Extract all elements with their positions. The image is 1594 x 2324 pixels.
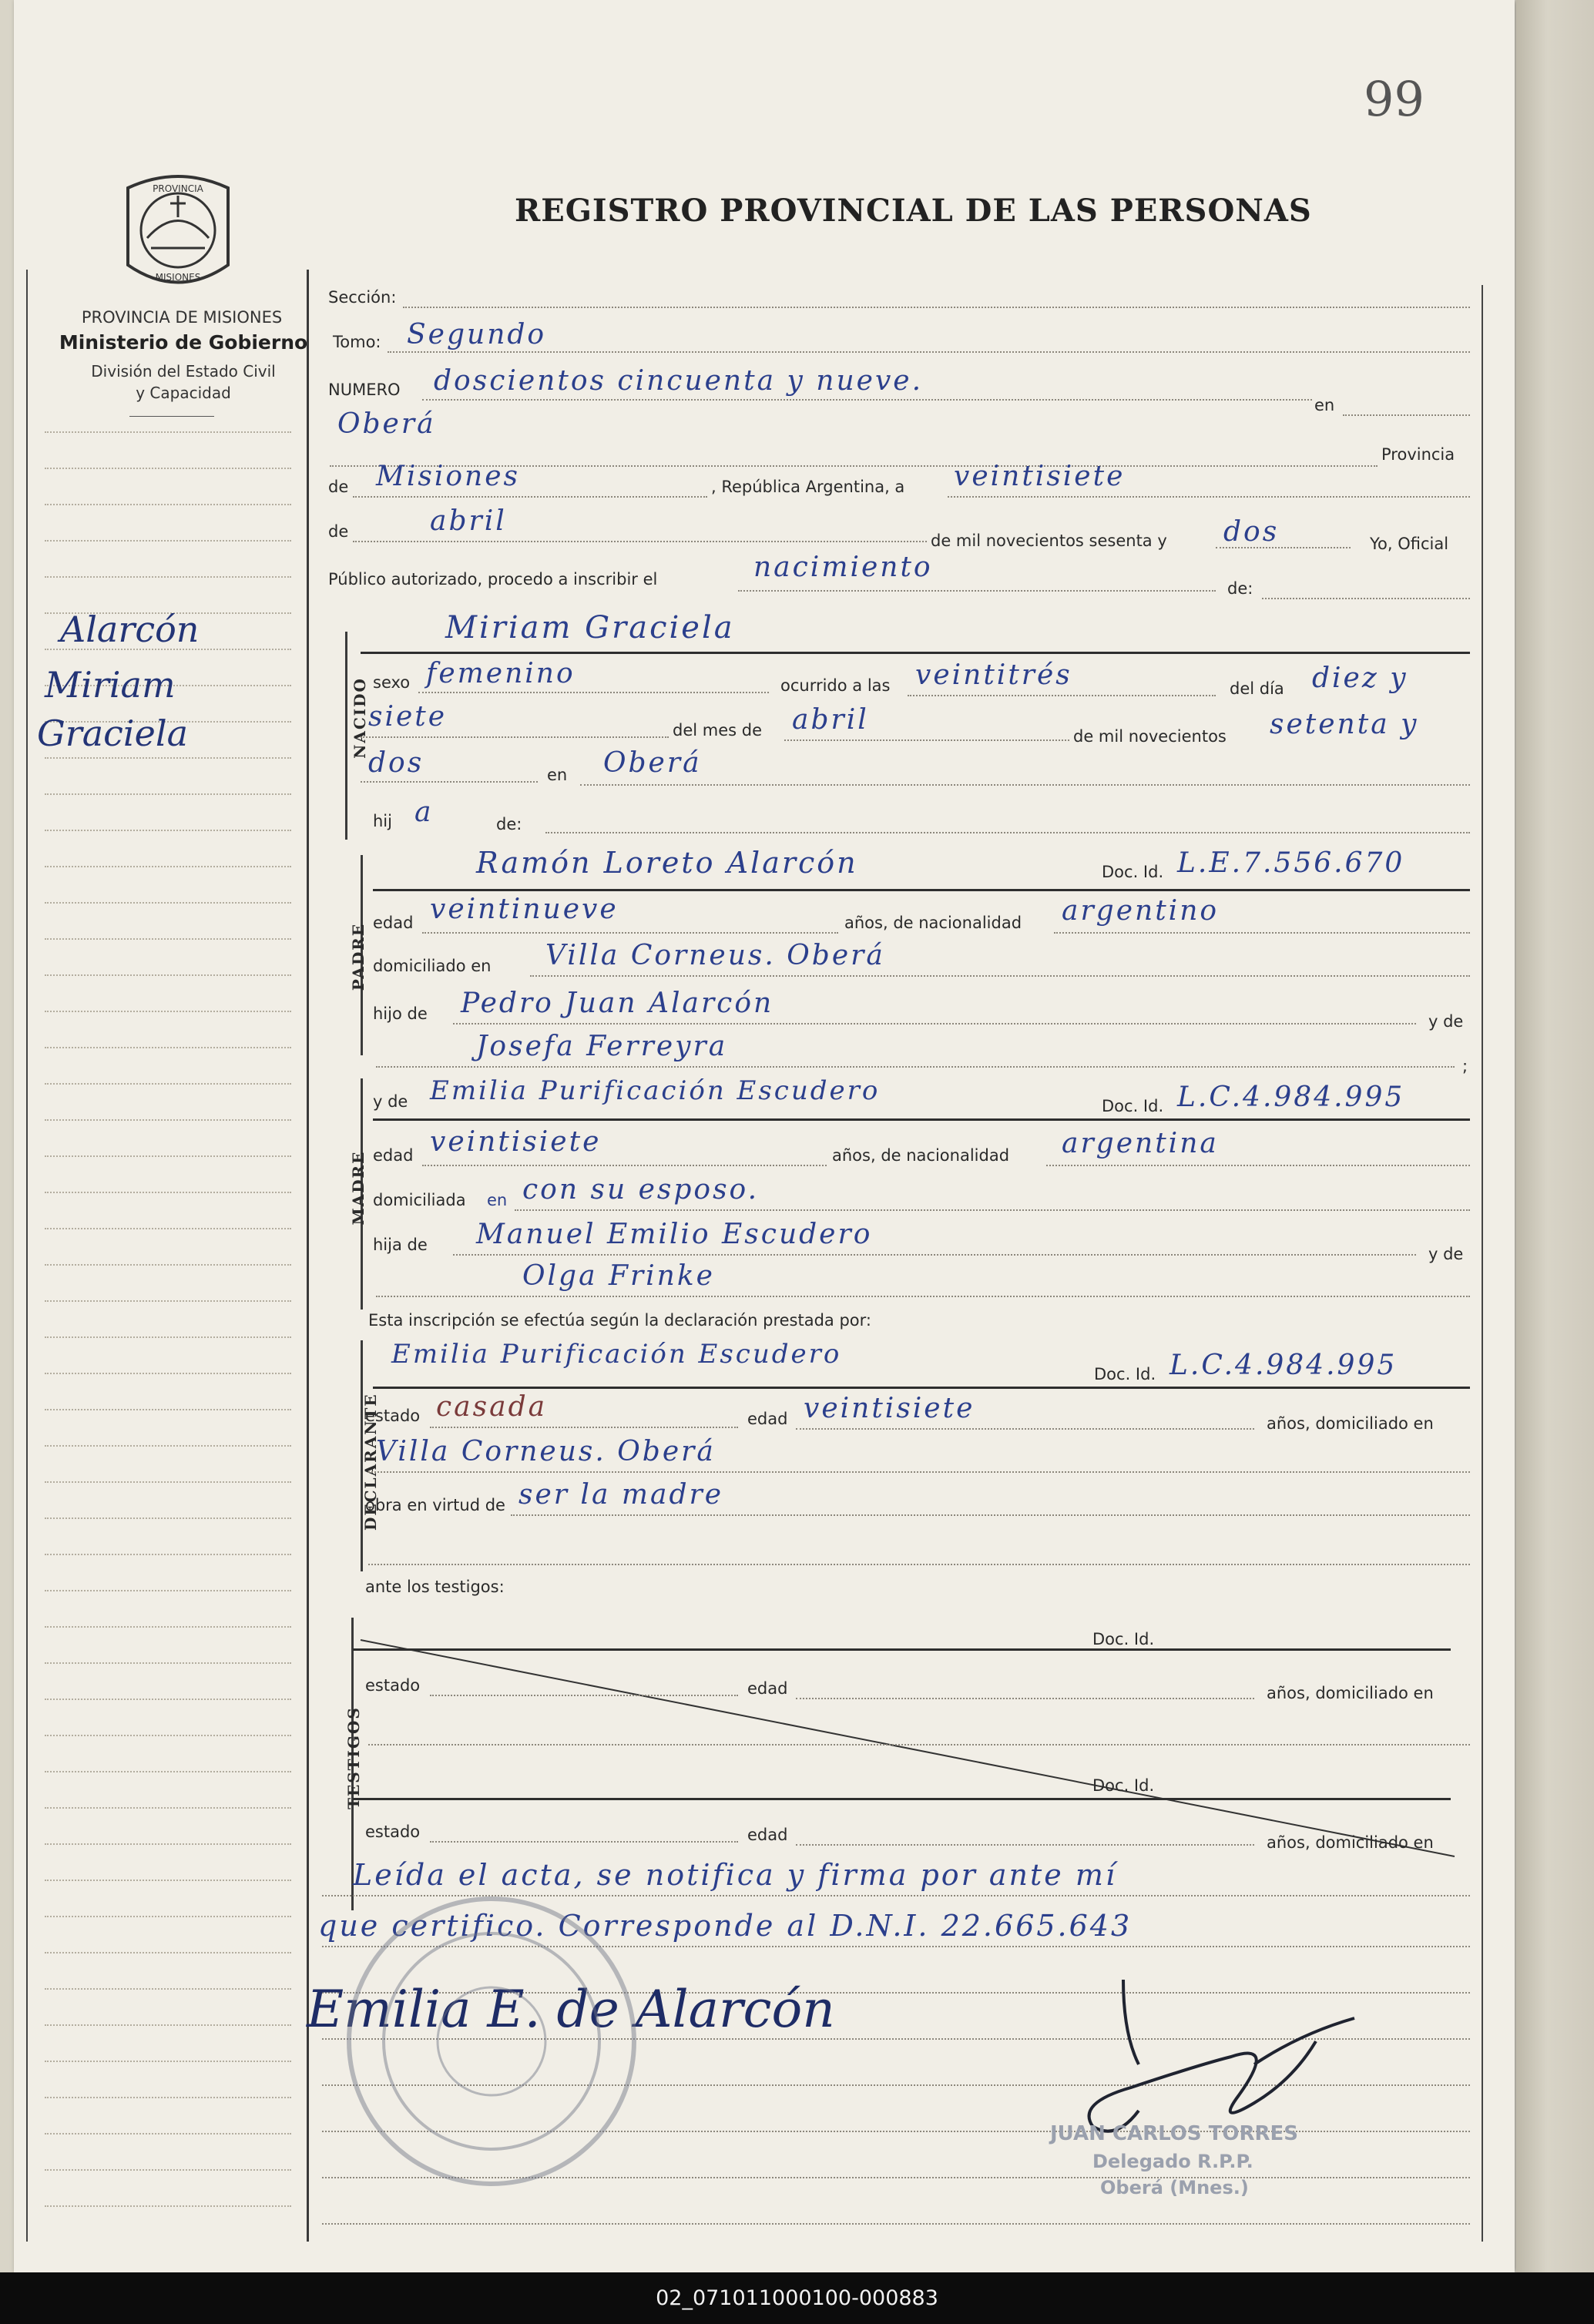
label-domiciliada: domiciliada: [373, 1191, 466, 1209]
anio-nac2-value: dos: [368, 747, 425, 779]
label-doc-testigo1: Doc. Id.: [1092, 1630, 1155, 1648]
division-underline: [129, 416, 214, 417]
en-line: [1343, 414, 1470, 416]
padre-nombre-value: Ramón Loreto Alarcón: [476, 846, 858, 880]
province-seal: [112, 173, 243, 296]
hora-line: [908, 695, 1216, 696]
testigo1-dom-line: [368, 1744, 1470, 1746]
madre-nac-value: argentina: [1062, 1128, 1219, 1159]
madre-edad-line: [422, 1165, 827, 1166]
seal-text-bottom: MISIONES: [155, 272, 201, 283]
margin-ledger-line: [45, 1228, 291, 1229]
testigo1-estado-line: [430, 1695, 738, 1696]
margin-ledger-line: [45, 1626, 291, 1628]
margin-ledger-line: [45, 1119, 291, 1121]
label-hija-de: hija de: [373, 1236, 428, 1254]
label-anos-nac-padre: años, de nacionalidad: [844, 914, 1022, 932]
tomo-line: [388, 351, 1470, 353]
madre-dom-prefix: en: [487, 1191, 508, 1209]
margin-ledger-line: [45, 2024, 291, 2026]
label-edad-testigo1: edad: [747, 1679, 788, 1698]
footer-image-id: 02_071011000100-000883: [0, 2272, 1594, 2324]
label-de-mil-sesenta: de mil novecientos sesenta y: [931, 532, 1167, 550]
decl-nombre-value: Emilia Purificación Escudero: [391, 1339, 842, 1370]
margin-ledger-line: [45, 1409, 291, 1410]
margin-ledger-line: [45, 2133, 291, 2135]
testigo1-edad-line: [796, 1698, 1254, 1699]
registry-page: [14, 0, 1515, 2272]
label-obra: obra en virtud de: [365, 1496, 505, 1514]
stamp-role: Delegado R.P.P.: [1092, 2151, 1253, 2172]
label-edad-madre: edad: [373, 1146, 414, 1165]
label-estado-testigo1: estado: [365, 1676, 421, 1695]
label-doc-padre: Doc. Id.: [1102, 863, 1164, 881]
decl-obra-value: ser la madre: [518, 1479, 724, 1511]
margin-ledger-line: [45, 2061, 291, 2062]
margin-ledger-line: [45, 1011, 291, 1012]
margin-ledger-line: [45, 2097, 291, 2098]
label-anos-nac-madre: años, de nacionalidad: [832, 1146, 1010, 1165]
nombre-rule: [361, 652, 1470, 654]
margin-ledger-line: [45, 1916, 291, 1917]
margin-ledger-line: [45, 1373, 291, 1374]
margin-ledger-line: [45, 1155, 291, 1157]
numero-line: [422, 399, 1312, 401]
seal-text-top: PROVINCIA: [153, 183, 203, 194]
decl-dom-value: Villa Corneus. Oberá: [376, 1436, 716, 1467]
hora-value: veintitrés: [915, 659, 1072, 691]
hij-line: [545, 832, 1470, 833]
declarant-signature: Emilia E. de Alarcón: [307, 1980, 835, 2039]
closing-line8-rule: [322, 2223, 1470, 2225]
seccion-line: [403, 307, 1470, 308]
lugar-value: Oberá: [337, 408, 436, 440]
decl-edad-value: veintisiete: [804, 1393, 975, 1424]
page-number: 99: [1364, 71, 1425, 127]
acto-line: [738, 590, 1216, 592]
testigo2-edad-line: [796, 1844, 1254, 1846]
label-provincia: Provincia: [1381, 445, 1455, 464]
margin-note-name1: Miriam: [45, 664, 176, 706]
madre-nac-line: [1046, 1165, 1470, 1166]
label-en-nac: en: [547, 766, 568, 784]
label-edad-decl: edad: [747, 1410, 788, 1428]
lugar-nac-value: Oberá: [603, 747, 702, 779]
padre-doc-value: L.E.7.556.670: [1177, 847, 1405, 879]
padre-nac-line: [1054, 932, 1470, 934]
decl-dom-line: [368, 1471, 1470, 1473]
dia-value: veintisiete: [954, 461, 1126, 492]
dia-nac-value: diez y: [1312, 662, 1408, 694]
label-testigos: ante los testigos:: [365, 1578, 505, 1596]
dia-line: [948, 496, 1470, 498]
padre-padre-value: Pedro Juan Alarcón: [461, 988, 774, 1019]
anio-value: dos: [1223, 516, 1280, 548]
stamp-place: Oberá (Mnes.): [1100, 2177, 1249, 2198]
padre-madre-line: [376, 1066, 1455, 1068]
testigo2-estado-line: [430, 1841, 738, 1843]
mes-nac-line: [784, 739, 1069, 741]
decl-nombre-rule: [373, 1387, 1470, 1389]
madre-nombre-value: Emilia Purificación Escudero: [430, 1075, 881, 1106]
margin-ledger-line: [45, 431, 291, 433]
decl-edad-line: [796, 1428, 1254, 1430]
margin-ledger-line: [45, 1445, 291, 1447]
madre-padre-value: Manuel Emilio Escudero: [476, 1219, 873, 1250]
margin-ledger-line: [45, 576, 291, 578]
right-border-line: [1482, 285, 1483, 2242]
margin-ledger-line: [45, 1699, 291, 1700]
margin-note-surname: Alarcón: [60, 609, 200, 650]
label-domiciliado-padre: domiciliado en: [373, 957, 492, 975]
anio-line: [1216, 547, 1351, 548]
page-title: REGISTRO PROVINCIAL DE LAS PERSONAS: [515, 193, 1312, 229]
margin-ledger-line: [45, 1952, 291, 1953]
label-hijo-de: hijo de: [373, 1004, 428, 1023]
margin-ledger-line: [45, 757, 291, 759]
label-de-provincia: de: [328, 478, 349, 496]
padre-padre-line: [453, 1023, 1416, 1025]
margin-ledger-line: [45, 902, 291, 904]
dia-nac2-line: [361, 736, 669, 738]
label-semicolon: ;: [1462, 1057, 1468, 1075]
tomo-value: Segundo: [407, 319, 547, 350]
label-de-colon: de:: [1227, 579, 1253, 598]
padre-nac-value: argentino: [1062, 895, 1220, 927]
province-name: PROVINCIA DE MISIONES: [81, 308, 283, 327]
label-sexo: sexo: [373, 673, 411, 692]
section-label-declarante: DECLARANTE: [361, 1393, 380, 1531]
label-tomo: Tomo:: [333, 333, 381, 351]
margin-ledger-line: [45, 468, 291, 469]
label-de-mil-nov: de mil novecientos: [1073, 727, 1227, 746]
official-stamp: [337, 1887, 646, 2195]
decl-extra-line: [368, 1564, 1470, 1565]
decl-doc-value: L.C.4.984.995: [1169, 1350, 1398, 1381]
section-label-padre: PADRE: [349, 922, 367, 991]
label-y-de-madre: y de: [373, 1092, 408, 1111]
label-edad-padre: edad: [373, 914, 414, 932]
label-seccion: Sección:: [328, 288, 397, 307]
margin-ledger-line: [45, 1590, 291, 1591]
decl-obra-line: [511, 1514, 1470, 1516]
label-anos-dom-testigo1: años, domiciliado en: [1267, 1684, 1434, 1702]
margin-ledger-line: [45, 974, 291, 976]
label-y-de-padre: y de: [1428, 1012, 1464, 1031]
margin-ledger-line: [45, 1735, 291, 1736]
testigo1-rule: [353, 1648, 1451, 1651]
madre-edad-value: veintisiete: [430, 1126, 602, 1158]
mes-line: [353, 541, 927, 542]
margin-note-name2: Graciela: [37, 713, 188, 754]
closing-line2: que certifico. Corresponde al D.N.I. 22.665.643: [318, 1909, 1133, 1943]
section-label-nacido: NACIDO: [351, 677, 369, 759]
anio-nac-value: setenta y: [1270, 709, 1419, 740]
sexo-value: femenino: [426, 658, 576, 689]
label-estado-decl: estado: [365, 1407, 421, 1425]
testigo2-rule: [353, 1798, 1451, 1800]
mes-value: abril: [430, 505, 507, 537]
padre-dom-line: [530, 975, 1470, 977]
margin-ledger-line: [45, 1880, 291, 1881]
nacido-bracket: [345, 632, 347, 840]
decl-estado-value: casada: [436, 1391, 548, 1423]
margin-ledger-line: [45, 866, 291, 867]
label-estado-testigo2: estado: [365, 1823, 421, 1841]
division-line1: División del Estado Civil: [91, 362, 276, 381]
section-label-testigos: TESTIGOS: [344, 1706, 363, 1809]
section-label-madre: MADRE: [349, 1150, 367, 1226]
label-ocurrido: ocurrido a las: [780, 676, 891, 695]
label-de-mes: de: [328, 522, 349, 541]
dia-nac2-value: siete: [368, 701, 448, 733]
margin-ledger-line: [45, 1264, 291, 1266]
numero-value: doscientos cincuenta y nueve.: [434, 365, 924, 397]
sexo-line: [418, 692, 769, 693]
decl-estado-line: [430, 1427, 738, 1428]
madre-nombre-rule: [373, 1118, 1470, 1121]
margin-left-line: [26, 270, 28, 2242]
margin-ledger-line: [45, 1554, 291, 1555]
padre-nombre-rule: [373, 889, 1470, 891]
label-de-hij: de:: [496, 815, 522, 833]
division-line2: y Capacidad: [136, 384, 231, 402]
label-hij: hij: [373, 812, 392, 830]
stamp-name: JUAN CARLOS TORRES: [1050, 2122, 1299, 2145]
label-yo-oficial: Yo, Oficial: [1370, 535, 1449, 553]
acto-line-end: [1262, 598, 1470, 599]
label-inscripcion: Esta inscripción se efectúa según la declaración prestada por:: [368, 1311, 871, 1330]
label-del-mes: del mes de: [673, 721, 763, 739]
margin-ledger-line: [45, 1843, 291, 1845]
provincia-value: Misiones: [376, 461, 521, 492]
label-doc-testigo2: Doc. Id.: [1092, 1776, 1155, 1795]
label-doc-decl: Doc. Id.: [1094, 1365, 1156, 1383]
margin-ledger-line: [45, 1300, 291, 1302]
anio-nac2-line: [361, 781, 538, 783]
label-publico: Público autorizado, procedo a inscribir el: [328, 570, 658, 589]
margin-ledger-line: [45, 1988, 291, 1990]
label-republica: , República Argentina, a: [711, 478, 905, 496]
padre-edad-value: veintinueve: [430, 894, 619, 925]
margin-ledger-line: [45, 793, 291, 795]
nombre-value: Miriam Graciela: [445, 610, 735, 646]
label-edad-testigo2: edad: [747, 1826, 788, 1844]
label-del-dia: del día: [1230, 679, 1284, 698]
margin-ledger-line: [45, 1047, 291, 1048]
label-numero: NUMERO: [328, 381, 401, 399]
margin-ledger-line: [45, 504, 291, 505]
padre-edad-line: [422, 932, 838, 934]
lugar-nac-line: [580, 784, 1470, 786]
label-anos-dom-decl: años, domiciliado en: [1267, 1414, 1434, 1433]
margin-ledger-line: [45, 938, 291, 940]
testigos-cancel-stroke: [353, 1637, 1470, 1860]
label-anos-dom-testigo2: años, domiciliado en: [1267, 1833, 1434, 1852]
margin-ledger-line: [45, 1336, 291, 1338]
margin-ledger-line: [45, 1517, 291, 1519]
margin-ledger-line: [45, 1083, 291, 1085]
mes-nac-value: abril: [792, 704, 869, 736]
madre-padre-line: [453, 1254, 1416, 1256]
madre-madre-value: Olga Frinke: [522, 1260, 715, 1292]
acto-value: nacimiento: [753, 552, 933, 583]
padre-dom-value: Villa Corneus. Oberá: [545, 940, 885, 971]
label-doc-madre: Doc. Id.: [1102, 1097, 1164, 1115]
margin-ledger-line: [45, 1192, 291, 1193]
padre-madre-value: Josefa Ferreyra: [476, 1031, 728, 1062]
closing-line1: Leída el acta, se notifica y firma por ante mí: [353, 1858, 1118, 1892]
madre-madre-line: [376, 1296, 1470, 1297]
margin-ledger-line: [45, 540, 291, 542]
margin-ledger-line: [45, 1807, 291, 1809]
margin-ledger-line: [45, 1481, 291, 1483]
madre-doc-value: L.C.4.984.995: [1177, 1082, 1405, 1113]
margin-divider-line: [307, 270, 309, 2242]
madre-dom-line: [515, 1209, 1470, 1211]
ministry-name: Ministerio de Gobierno: [59, 331, 308, 354]
madre-dom-value: con su esposo.: [522, 1174, 760, 1206]
hij-suffix: a: [414, 796, 434, 828]
margin-ledger-line: [45, 2169, 291, 2171]
binding-edge: [1516, 0, 1594, 2272]
label-y-de-madre2: y de: [1428, 1245, 1464, 1263]
margin-ledger-line: [45, 2205, 291, 2207]
label-en: en: [1314, 396, 1335, 414]
margin-ledger-line: [45, 1771, 291, 1772]
margin-ledger-line: [45, 1662, 291, 1664]
margin-ledger-line: [45, 830, 291, 831]
provincia-line: [353, 496, 707, 498]
